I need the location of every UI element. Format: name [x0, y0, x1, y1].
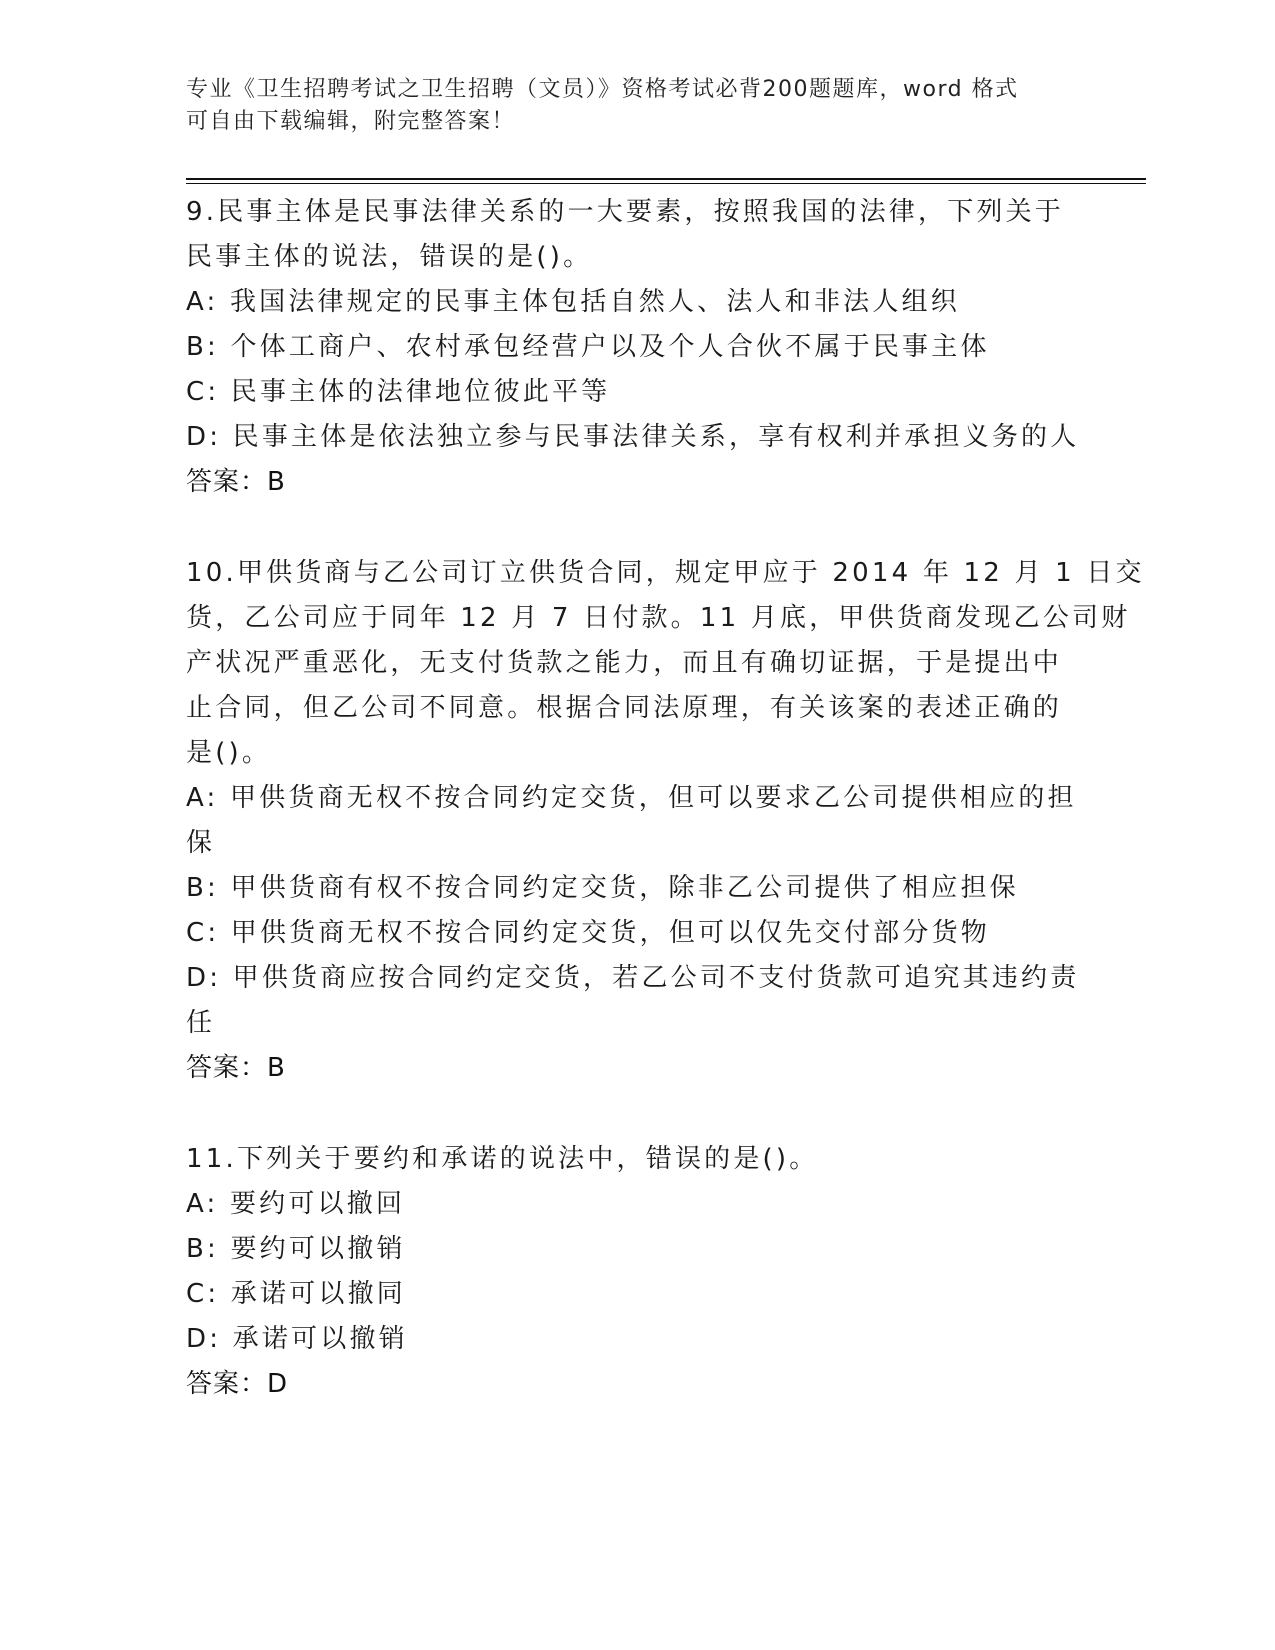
question-text: 止合同，但乙公司不同意。根据合同法原理，有关该案的表述正确的 [186, 693, 1063, 723]
header-divider-thick [186, 178, 1146, 180]
question-text: 10.甲供货商与乙公司订立供货合同，规定甲应于 2014 年 12 月 1 日交 [186, 558, 1145, 588]
question-block [186, 1137, 1086, 1407]
option-a: A: 我国法律规定的民事主体包括自然人、法人和非法人组织 [186, 287, 960, 317]
option-d-continued: 任 [186, 1008, 216, 1038]
question-text: 货，乙公司应于同年 12 月 7 日付款。11 月底，甲供货商发现乙公司财 [186, 603, 1131, 633]
option-d: D: 民事主体是依法独立参与民事法律关系，享有权利并承担义务的人 [186, 422, 1080, 452]
question-text: 11.下列关于要约和承诺的说法中，错误的是()。 [186, 1144, 819, 1174]
answer-line: 答案：B [186, 467, 286, 497]
question-block [186, 190, 1086, 505]
option-a-continued: 保 [186, 828, 216, 858]
question-text: 是()。 [186, 738, 272, 768]
option-c: C: 民事主体的法律地位彼此平等 [186, 377, 611, 407]
option-d: D: 甲供货商应按合同约定交货，若乙公司不支付货款可追究其违约责 [186, 963, 1080, 993]
question-block [186, 551, 1145, 1091]
answer-line: 答案：D [186, 1369, 289, 1399]
option-b: B: 甲供货商有权不按合同约定交货，除非乙公司提供了相应担保 [186, 873, 1019, 903]
answer-line: 答案：B [186, 1053, 286, 1083]
question-list [186, 190, 1145, 1407]
header-line: 可自由下载编辑，附完整答案！ [186, 109, 516, 134]
option-c: C: 承诺可以撤同 [186, 1279, 406, 1309]
question-text: 9.民事主体是民事法律关系的一大要素，按照我国的法律，下列关于 [186, 197, 1065, 227]
spacer [186, 505, 1086, 551]
option-b: B: 个体工商户、农村承包经营户以及个人合伙不属于民事主体 [186, 332, 990, 362]
option-a: A: 甲供货商无权不按合同约定交货，但可以要求乙公司提供相应的担 [186, 783, 1077, 813]
header-line: 专业《卫生招聘考试之卫生招聘（文员）》资格考试必背200题题库，word 格式 [186, 77, 1019, 102]
spacer [186, 1091, 1086, 1137]
question-text: 民事主体的说法，错误的是()。 [186, 242, 593, 272]
option-b: B: 要约可以撤销 [186, 1234, 406, 1264]
header-divider-thin [186, 183, 1146, 184]
option-a: A: 要约可以撤回 [186, 1189, 406, 1219]
question-text: 产状况严重恶化，无支付货款之能力，而且有确切证据，于是提出中 [186, 648, 1063, 678]
option-c: C: 甲供货商无权不按合同约定交货，但可以仅先交付部分货物 [186, 918, 990, 948]
option-d: D: 承诺可以撤销 [186, 1324, 408, 1354]
document-header [186, 74, 1066, 138]
